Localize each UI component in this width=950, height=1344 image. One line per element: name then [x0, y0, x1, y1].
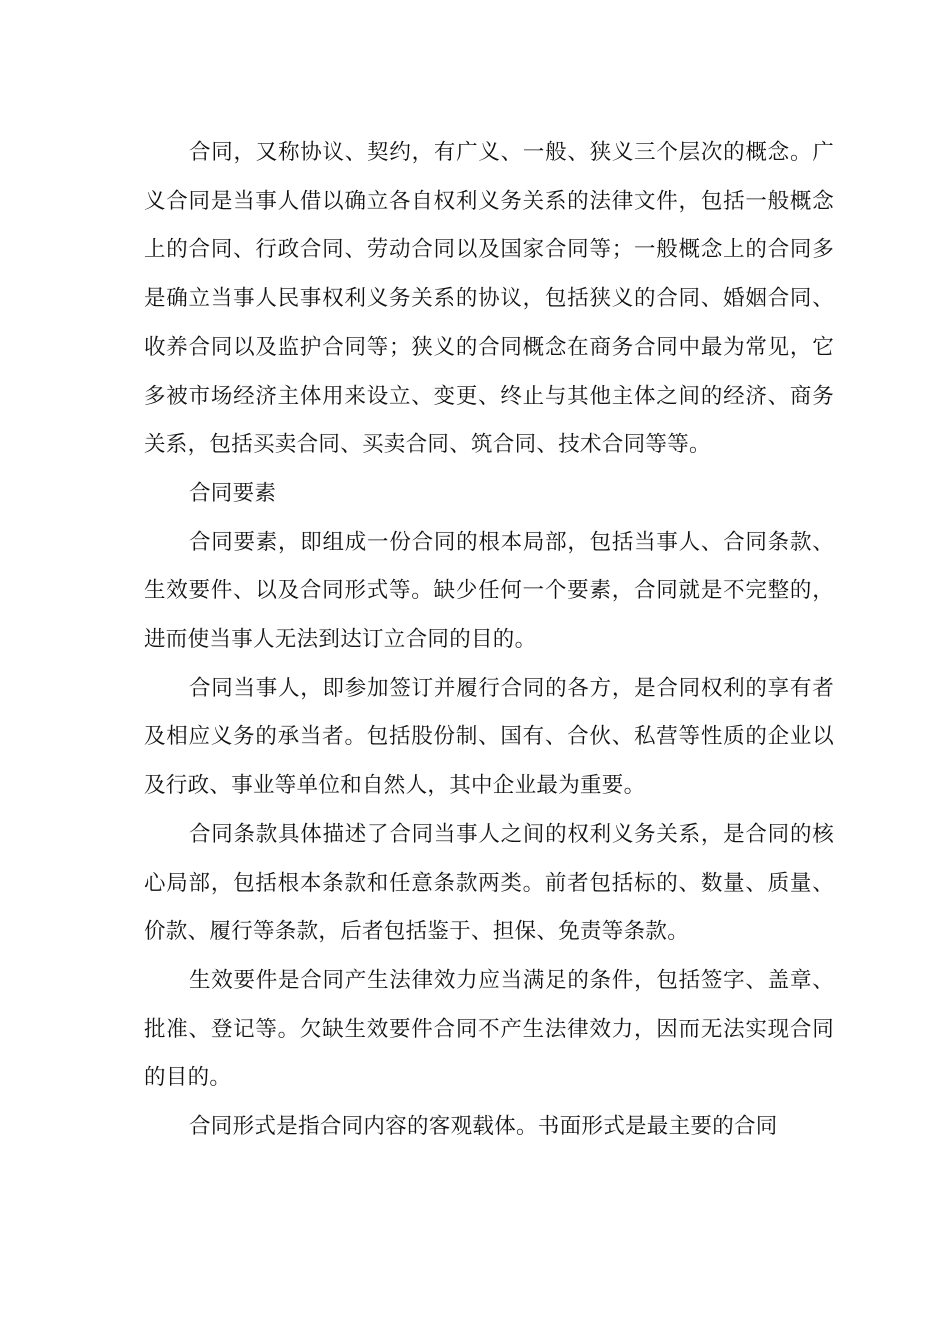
paragraph-contract-definition: 合同，又称协议、契约，有广义、一般、狭义三个层次的概念。广义合同是当事人借以确立各自权利义务关系的法律文件，包括一般概念上的合同、行政合同、劳动合同以及国家合同等；一般概念上的合同多是确立当事人民事权利义务关系的协议，包括狭义的合同、婚姻合同、收养合同以及监护合同等；狭义的合同概念在商务合同中最为常见，它多被市场经济主体用来设立、变更、终止与其他主体之间的经济、商务关系，包括买卖合同、买卖合同、筑合同、技术合同等等。 [144, 140, 834, 458]
section-heading-contract-elements: 合同要素 [189, 480, 277, 506]
paragraph-contract-elements: 合同要素，即组成一份合同的根本局部，包括当事人、合同条款、生效要件、以及合同形式等。缺少任何一个要素，合同就是不完整的，进而使当事人无法到达订立合同的目的。 [144, 529, 834, 653]
paragraph-contract-form: 合同形式是指合同内容的客观载体。书面形式是最主要的合同 [189, 1114, 778, 1140]
paragraph-contract-parties: 合同当事人，即参加签订并履行合同的各方，是合同权利的享有者及相应义务的承当者。包括股份制、国有、合伙、私营等性质的企业以及行政、事业等单位和自然人，其中企业最为重要。 [144, 675, 834, 799]
paragraph-contract-clauses: 合同条款具体描述了合同当事人之间的权利义务关系，是合同的核心局部，包括根本条款和任意条款两类。前者包括标的、数量、质量、价款、履行等条款，后者包括鉴于、担保、免责等条款。 [144, 821, 834, 945]
paragraph-effective-conditions: 生效要件是合同产生法律效力应当满足的条件，包括签字、盖章、批准、登记等。欠缺生效要件合同不产生法律效力，因而无法实现合同的目的。 [144, 967, 834, 1091]
document-body [144, 129, 834, 1152]
